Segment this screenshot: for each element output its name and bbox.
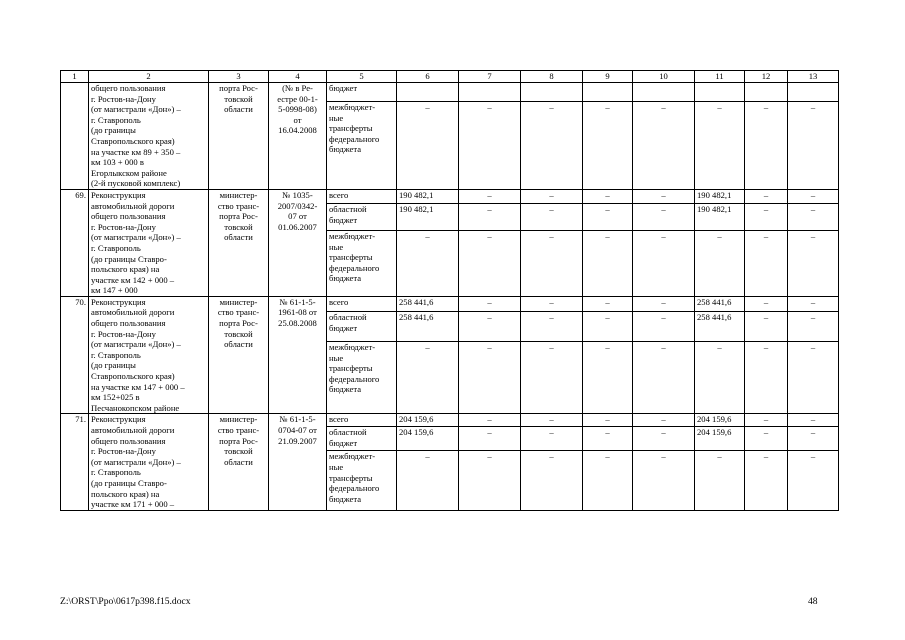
- header-cell: 8: [521, 71, 583, 83]
- value-cell: [583, 83, 633, 102]
- source-label-cell: межбюджет- ные трансферты федерального бюджета: [327, 231, 397, 297]
- source-label-cell: межбюджет- ные трансферты федерального бюджета: [327, 101, 397, 189]
- expertise-cell: № 61-1-5- 1961-08 от 25.08.2008: [269, 296, 327, 414]
- value-cell: –: [633, 189, 695, 203]
- object-name-cell: Реконструкция автомобильной дороги общего пользования г. Ростов-на-Дону (от магистрали «Дон») – г. Ставрополь (до границы Ставропольского края) на участке км 147 + 000 – км 152+025 в Песчанокопском районе: [89, 296, 209, 414]
- value-cell: –: [459, 427, 521, 451]
- expertise-cell: № 61-1-5- 0704-07 от 21.09.2007: [269, 414, 327, 510]
- value-cell: –: [745, 451, 788, 510]
- table-row: [61, 189, 839, 203]
- value-cell: [695, 83, 745, 102]
- value-cell: 258 441,6: [695, 312, 745, 342]
- value-cell: –: [459, 414, 521, 427]
- value-cell: –: [459, 189, 521, 203]
- value-cell: –: [459, 312, 521, 342]
- value-cell: –: [459, 101, 521, 189]
- value-cell: –: [459, 231, 521, 297]
- value-cell: –: [521, 231, 583, 297]
- value-cell: –: [788, 414, 839, 427]
- value-cell: [788, 83, 839, 102]
- value-cell: [521, 83, 583, 102]
- table-row: [61, 414, 839, 427]
- value-cell: –: [397, 101, 459, 189]
- value-cell: [745, 83, 788, 102]
- value-cell: 204 159,6: [695, 427, 745, 451]
- value-cell: –: [745, 204, 788, 231]
- header-cell: 5: [327, 71, 397, 83]
- value-cell: 190 482,1: [695, 204, 745, 231]
- value-cell: –: [397, 451, 459, 510]
- value-cell: 204 159,6: [695, 414, 745, 427]
- table-row: [61, 296, 839, 312]
- row-number-cell: 69.: [61, 189, 89, 296]
- value-cell: –: [633, 101, 695, 189]
- header-cell: 12: [745, 71, 788, 83]
- value-cell: –: [788, 451, 839, 510]
- source-label-cell: всего: [327, 414, 397, 427]
- footer-file-path: Z:\ORST\Ppo\0617p398.f15.docx: [60, 596, 191, 607]
- value-cell: 258 441,6: [695, 296, 745, 312]
- value-cell: –: [788, 101, 839, 189]
- value-cell: –: [788, 204, 839, 231]
- value-cell: 258 441,6: [397, 312, 459, 342]
- object-name-cell: общего пользования г. Ростов-на-Дону (от магистрали «Дон») – г. Ставрополь (до границы Ставропольского края) на участке км 89 + 350 – км 103 + 000 в Егорлыкском районе (2-й пусковой комплекс): [89, 83, 209, 190]
- customer-cell: порта Рос- товской области: [209, 83, 269, 190]
- row-number-cell: 70.: [61, 296, 89, 414]
- value-cell: –: [521, 414, 583, 427]
- header-cell: 10: [633, 71, 695, 83]
- value-cell: –: [459, 342, 521, 414]
- value-cell: –: [788, 296, 839, 312]
- value-cell: –: [583, 451, 633, 510]
- value-cell: –: [745, 427, 788, 451]
- customer-cell: министер- ство транс- порта Рос- товской области: [209, 414, 269, 510]
- source-label-cell: областной бюджет: [327, 427, 397, 451]
- table-row: [61, 83, 839, 102]
- expertise-cell: № 1035- 2007/0342- 07 от 01.06.2007: [269, 189, 327, 296]
- value-cell: [459, 83, 521, 102]
- value-cell: –: [583, 296, 633, 312]
- footer-page-number: 48: [808, 596, 818, 607]
- source-label-cell: областной бюджет: [327, 312, 397, 342]
- value-cell: –: [459, 296, 521, 312]
- value-cell: [397, 83, 459, 102]
- header-cell: 6: [397, 71, 459, 83]
- header-cell: 7: [459, 71, 521, 83]
- value-cell: –: [583, 312, 633, 342]
- value-cell: –: [521, 296, 583, 312]
- value-cell: –: [521, 189, 583, 203]
- source-label-cell: межбюджет- ные трансферты федерального бюджета: [327, 342, 397, 414]
- value-cell: –: [521, 312, 583, 342]
- value-cell: –: [633, 451, 695, 510]
- value-cell: –: [695, 231, 745, 297]
- value-cell: –: [521, 451, 583, 510]
- value-cell: 204 159,6: [397, 414, 459, 427]
- header-cell: 13: [788, 71, 839, 83]
- source-label-cell: бюджет: [327, 83, 397, 102]
- value-cell: –: [745, 101, 788, 189]
- budget-table: [60, 70, 839, 511]
- value-cell: –: [788, 427, 839, 451]
- value-cell: –: [583, 101, 633, 189]
- value-cell: –: [633, 342, 695, 414]
- value-cell: –: [745, 414, 788, 427]
- value-cell: –: [583, 342, 633, 414]
- value-cell: –: [583, 231, 633, 297]
- header-cell: 4: [269, 71, 327, 83]
- object-name-cell: Реконструкция автомобильной дороги общего пользования г. Ростов-на-Дону (от магистрали «Дон») – г. Ставрополь (до границы Ставро- польского края) на участке км 171 + 000 –: [89, 414, 209, 510]
- value-cell: –: [459, 204, 521, 231]
- value-cell: –: [695, 101, 745, 189]
- value-cell: –: [788, 312, 839, 342]
- value-cell: –: [745, 189, 788, 203]
- value-cell: –: [521, 101, 583, 189]
- value-cell: –: [788, 189, 839, 203]
- value-cell: 190 482,1: [695, 189, 745, 203]
- value-cell: –: [695, 342, 745, 414]
- value-cell: –: [583, 204, 633, 231]
- header-row: [61, 71, 839, 83]
- source-label-cell: всего: [327, 189, 397, 203]
- header-cell: 9: [583, 71, 633, 83]
- value-cell: –: [745, 342, 788, 414]
- value-cell: –: [788, 342, 839, 414]
- value-cell: –: [788, 231, 839, 297]
- value-cell: –: [521, 427, 583, 451]
- value-cell: –: [583, 414, 633, 427]
- value-cell: –: [745, 312, 788, 342]
- source-label-cell: всего: [327, 296, 397, 312]
- value-cell: 190 482,1: [397, 189, 459, 203]
- value-cell: –: [583, 427, 633, 451]
- value-cell: 190 482,1: [397, 204, 459, 231]
- value-cell: –: [633, 312, 695, 342]
- value-cell: –: [633, 296, 695, 312]
- header-cell: 11: [695, 71, 745, 83]
- value-cell: [633, 83, 695, 102]
- value-cell: –: [745, 296, 788, 312]
- value-cell: –: [521, 204, 583, 231]
- header-cell: 1: [61, 71, 89, 83]
- value-cell: –: [633, 427, 695, 451]
- value-cell: –: [633, 414, 695, 427]
- object-name-cell: Реконструкция автомобильной дороги общего пользования г. Ростов-на-Дону (от магистрали «Дон») – г. Ставрополь (до границы Ставро- польского края) на участке км 142 + 000 – км 147 + 000: [89, 189, 209, 296]
- row-number-cell: [61, 83, 89, 190]
- source-label-cell: областной бюджет: [327, 204, 397, 231]
- value-cell: –: [695, 451, 745, 510]
- value-cell: –: [745, 231, 788, 297]
- value-cell: –: [633, 231, 695, 297]
- customer-cell: министер- ство транс- порта Рос- товской области: [209, 189, 269, 296]
- value-cell: –: [397, 342, 459, 414]
- row-number-cell: 71.: [61, 414, 89, 510]
- value-cell: –: [521, 342, 583, 414]
- value-cell: –: [583, 189, 633, 203]
- expertise-cell: (№ в Ре- естре 00-1- 5-0998-08) от 16.04.2008: [269, 83, 327, 190]
- value-cell: –: [633, 204, 695, 231]
- source-label-cell: межбюджет- ные трансферты федерального бюджета: [327, 451, 397, 510]
- value-cell: 204 159,6: [397, 427, 459, 451]
- customer-cell: министер- ство транс- порта Рос- товской области: [209, 296, 269, 414]
- value-cell: 258 441,6: [397, 296, 459, 312]
- value-cell: –: [397, 231, 459, 297]
- header-cell: 2: [89, 71, 209, 83]
- value-cell: –: [459, 451, 521, 510]
- header-cell: 3: [209, 71, 269, 83]
